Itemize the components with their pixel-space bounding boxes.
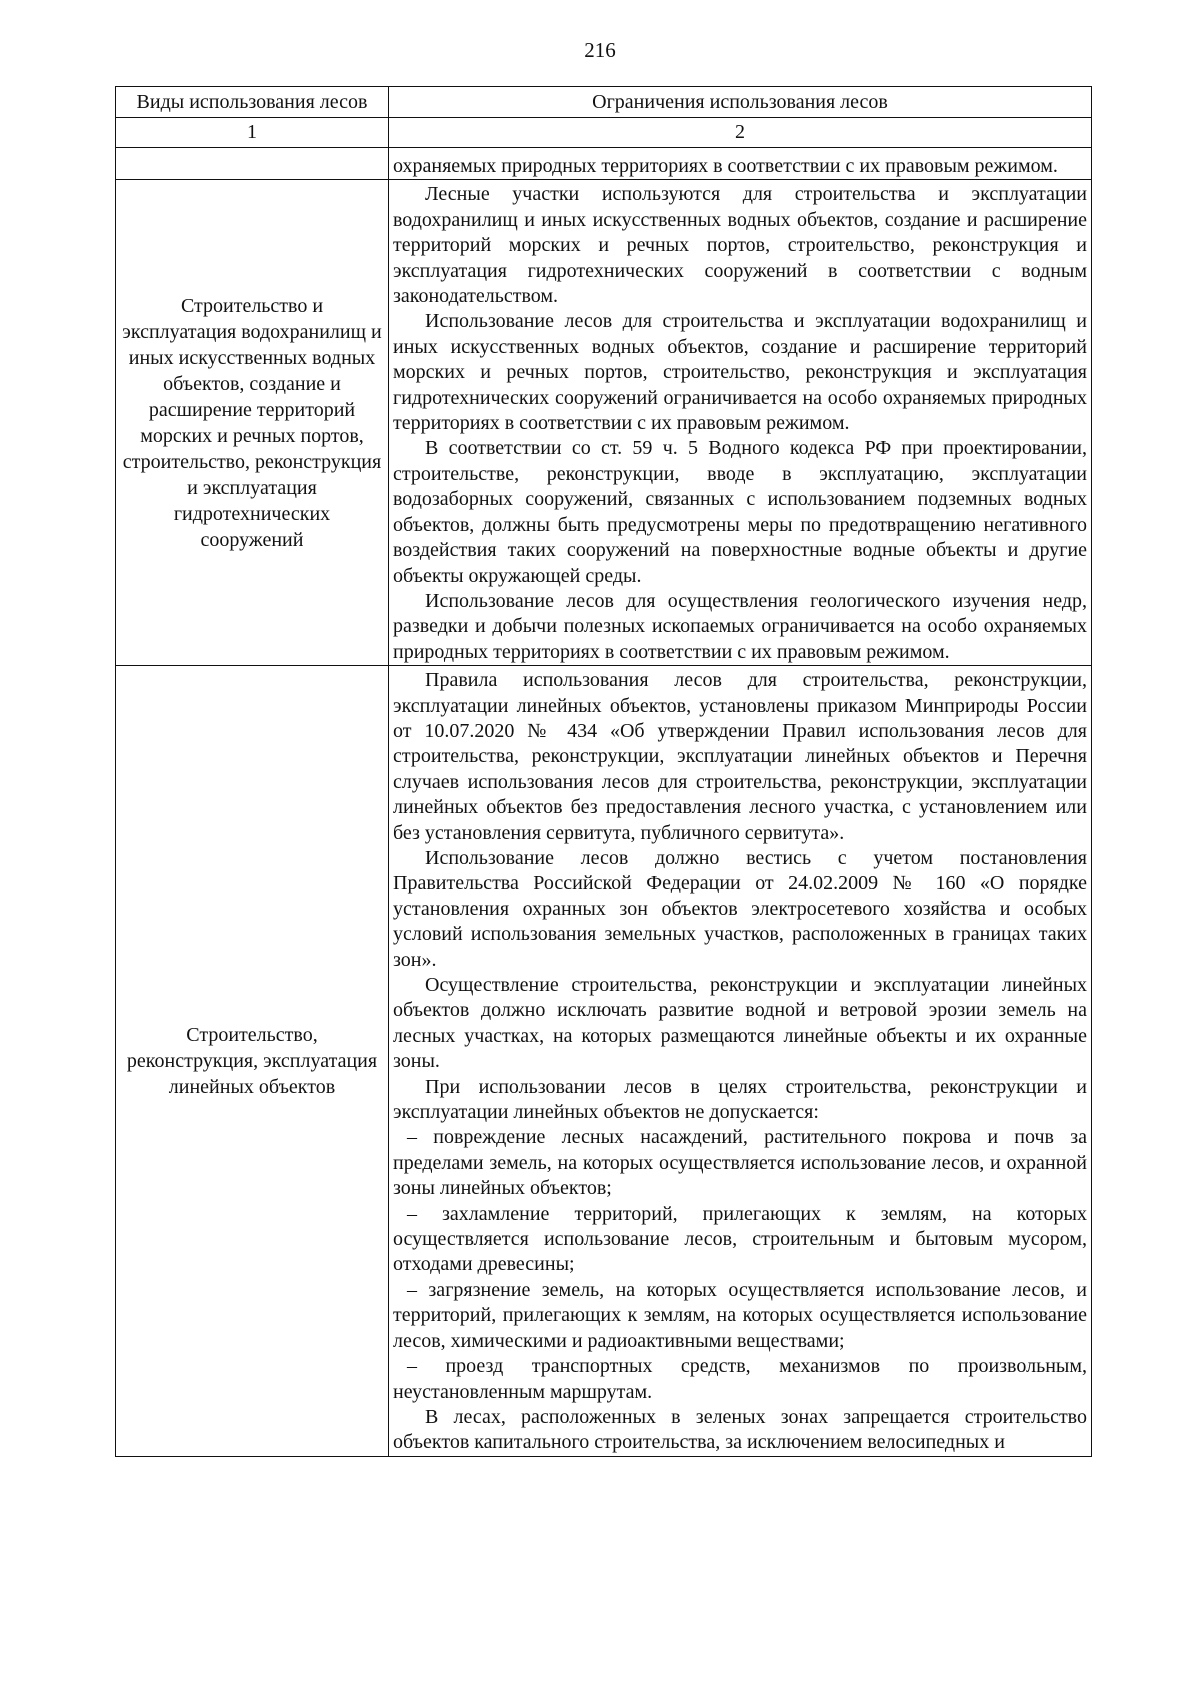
column-header: Виды использования лесов bbox=[116, 87, 389, 118]
restriction-paragraph: Использование лесов должно вестись с учетом постановления Правительства Российской Федерации от 24.02.2009 № 160 «О порядке установления охранных зон объектов электросетевого хозяйства и особых условий использования земельных участков, расположенных в границах таких зон». bbox=[393, 846, 1087, 971]
column-number: 2 bbox=[389, 118, 1092, 148]
restriction-list-item: – повреждение лесных насаждений, растительного покрова и почв за пределами земель, на которых осуществляется использование лесов, и охранной зоны линейных объектов; bbox=[393, 1126, 1087, 1200]
restriction-paragraph: Осуществление строительства, реконструкции и эксплуатации линейных объектов должно исключать развитие водной и ветровой эрозии земель на лесных участках, на которых размещаются линейные объекты и их охранные зоны. bbox=[393, 974, 1087, 1073]
restriction-paragraph: Лесные участки используются для строительства и эксплуатации водохранилищ и иных искусственных водных объектов, создание и расширение территорий морских и речных портов, строительство, реконструкция и эксплуатация гидротехнических сооружений в соответствии с водным законодательством. bbox=[393, 183, 1087, 308]
restriction-list-item: – захламление территорий, прилегающих к землям, на которых осуществляется использование лесов, строительным и бытовым мусором, отходами древесины; bbox=[393, 1202, 1087, 1276]
table-header-row bbox=[116, 87, 1092, 118]
restriction-cell bbox=[389, 148, 1092, 180]
restriction-paragraph: Правила использования лесов для строительства, реконструкции, эксплуатации линейных объектов, установлены приказом Минприроды России от 10.07.2020 № 434 «Об утверждении Правил использования лесов для строительства, реконструкции, эксплуатации линейных объектов и Перечня случаев использования лесов для строительства, реконструкции, эксплуатации линейных объектов без предоставления лесного участка, с установлением или без установления сервитута, публичного сервитута». bbox=[393, 669, 1087, 844]
forest-use-table bbox=[115, 86, 1092, 1457]
restriction-cell bbox=[389, 180, 1092, 666]
use-type-cell bbox=[116, 148, 389, 180]
table-row bbox=[116, 180, 1092, 666]
use-type-cell: Строительство и эксплуатация водохранилищ и иных искусственных водных объектов, создание и расширение территорий морских и речных портов, строительство, реконструкция и эксплуатация гидротехнических сооружений bbox=[116, 180, 389, 666]
page-number: 216 bbox=[584, 38, 616, 62]
restriction-cell bbox=[389, 666, 1092, 1457]
use-type-cell: Строительство, реконструкция, эксплуатация линейных объектов bbox=[116, 666, 389, 1457]
table-row bbox=[116, 666, 1092, 1457]
restriction-paragraph: В соответствии со ст. 59 ч. 5 Водного кодекса РФ при проектировании, строительстве, реконструкции, вводе в эксплуатацию, эксплуатации водозаборных сооружений, связанных с использованием подземных водных объектов, должны быть предусмотрены меры по предотвращению негативного воздействия таких сооружений на поверхностные водные объекты и другие объекты окружающей среды. bbox=[393, 437, 1087, 587]
column-number-row bbox=[116, 118, 1092, 148]
restriction-paragraph: В лесах, расположенных в зеленых зонах запрещается строительство объектов капитального строительства, за исключением велосипедных и bbox=[393, 1405, 1087, 1454]
restriction-paragraph: охраняемых природных территориях в соответствии с их правовым режимом. bbox=[393, 155, 1058, 177]
column-header: Ограничения использования лесов bbox=[389, 87, 1092, 118]
restriction-paragraph: Использование лесов для осуществления геологического изучения недр, разведки и добычи полезных ископаемых ограничивается на особо охраняемых природных территориях в соответствии с их правовым режимом. bbox=[393, 589, 1087, 663]
restriction-paragraph: При использовании лесов в целях строительства, реконструкции и эксплуатации линейных объектов не допускается: bbox=[393, 1075, 1087, 1124]
restriction-list-item: – проезд транспортных средств, механизмов по произвольным, неустановленным маршрутам. bbox=[393, 1355, 1087, 1403]
restriction-list-item: – загрязнение земель, на которых осуществляется использование лесов, и территорий, прилегающих к землям, на которых осуществляется использование лесов, химическими и радиоактивными веществами; bbox=[393, 1278, 1087, 1352]
table-row bbox=[116, 148, 1092, 180]
column-number: 1 bbox=[116, 118, 389, 148]
restriction-paragraph: Использование лесов для строительства и эксплуатации водохранилищ и иных искусственных водных объектов, создание и расширение территорий морских и речных портов, строительство, реконструкция и эксплуатация гидротехнических сооружений ограничивается на особо охраняемых природных территориях в соответствии с их правовым режимом. bbox=[393, 310, 1087, 435]
